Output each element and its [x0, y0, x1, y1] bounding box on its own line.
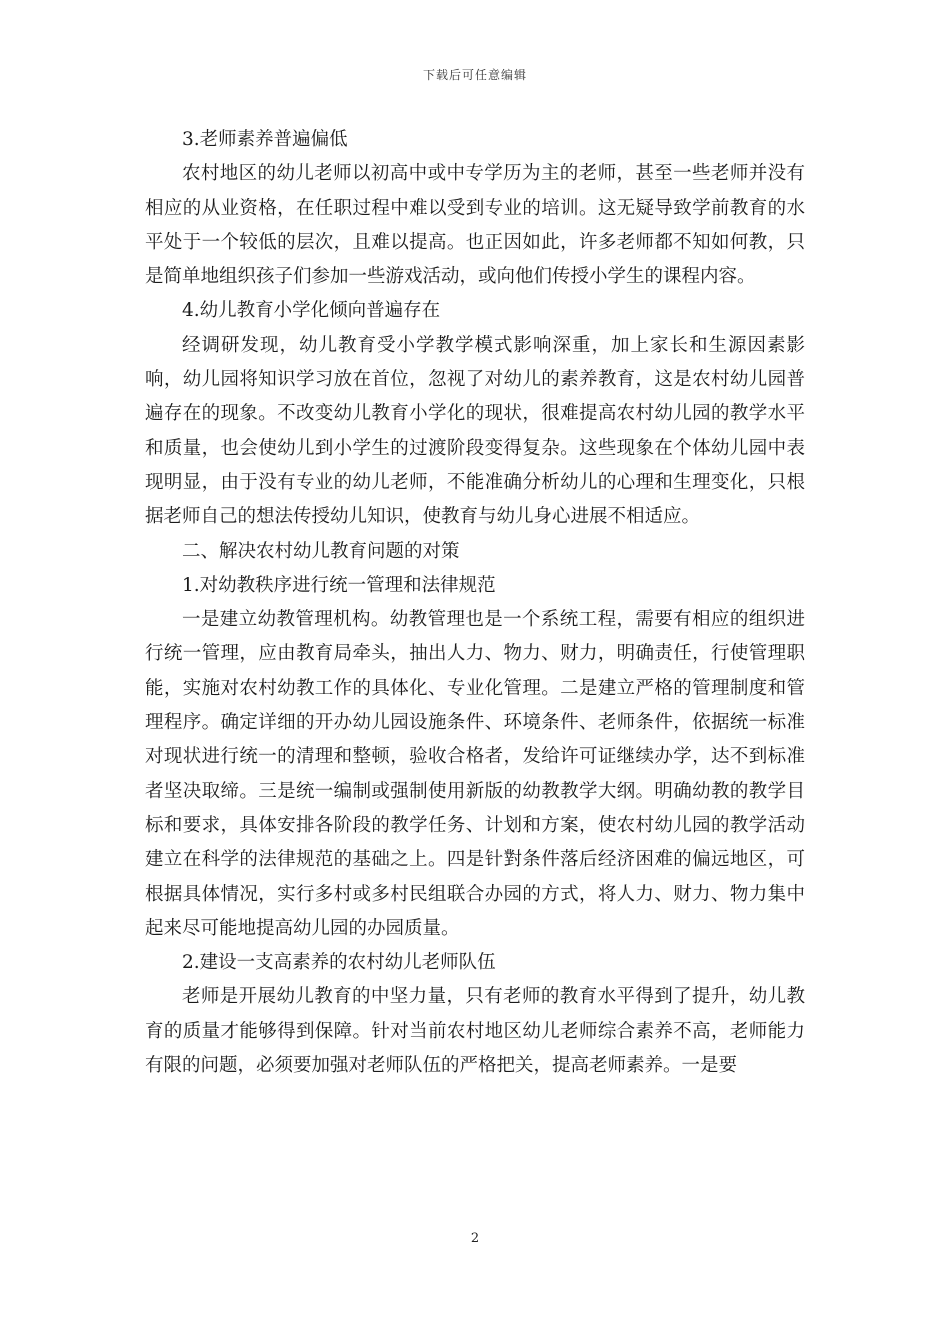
chapter-heading: 二、解决农村幼儿教育问题的对策 [182, 540, 460, 562]
paragraph: 老师是开展幼儿教育的中坚力量，只有老师的教育水平得到了提升，幼儿教育的质量才能够得到保障。针对当前农村地区幼儿老师综合素养不高，老师能力有限的问题，必须要加强对老师队伍的严格把关，提高老师素养。一是要 [145, 986, 805, 1077]
page-number: 2 [470, 1231, 480, 1246]
paragraph: 一是建立幼教管理机构。幼教管理也是一个系统工程，需要有相应的组织进行统一管理，应由教育局牵头，抽出人力、物力、财力，明确责任，行使管理职能，实施对农村幼教工作的具体化、专业化管理。二是建立严格的管理制度和管理程序。确定详细的开办幼儿园设施条件、环境条件、老师条件，依据统一标准对现状进行统一的清理和整顿，验收合格者，发给许可证继续办学，达不到标准者坚决取缔。三是统一编制或强制使用新版的幼教教学大纲。明确幼教的教学目标和要求，具体安排各阶段的教学任务、计划和方案，使农村幼儿园的教学活动建立在科学的法律规范的基础之上。四是针對条件落后经济困难的偏远地区，可根据具体情况，实行多村或多村民组联合办园的方式，将人力、财力、物力集中起来尽可能地提高幼儿园的办园质量。 [145, 609, 805, 939]
section-heading: 2.建设一支高素养的农村幼儿老师队伍 [182, 952, 496, 974]
body-text [145, 123, 805, 1083]
section-heading: 1.对幼教秩序进行统一管理和法律规范 [182, 574, 496, 596]
section-heading: 3.老师素养普遍偏低 [182, 129, 348, 150]
paragraph: 农村地区的幼儿老师以初高中或中专学历为主的老师，甚至一些老师并没有相应的从业资格，在任职过程中难以受到专业的培训。这无疑导致学前教育的水平处于一个较低的层次，且难以提高。也正因如此，许多老师都不知如何教，只是简单地组织孩子们参加一些游戏活动，或向他们传授小学生的课程内容。 [145, 163, 805, 288]
section-heading: 4.幼儿教育小学化倾向普遍存在 [182, 300, 441, 322]
paragraph: 经调研发现，幼儿教育受小学教学模式影响深重，加上家长和生源因素影响，幼儿园将知识学习放在首位，忽视了对幼儿的素养教育，这是农村幼儿园普遍存在的现象。不改变幼儿教育小学化的现状，很难提高农村幼儿园的教学水平和质量，也会使幼儿到小学生的过渡阶段变得复杂。这些现象在个体幼儿园中表现明显，由于没有专业的幼儿老师，不能准确分析幼儿的心理和生理变化，只根据老师自己的想法传授幼儿知识，使教育与幼儿身心进展不相适应。 [145, 334, 805, 528]
page-header: 下载后可任意编辑 [422, 68, 527, 82]
